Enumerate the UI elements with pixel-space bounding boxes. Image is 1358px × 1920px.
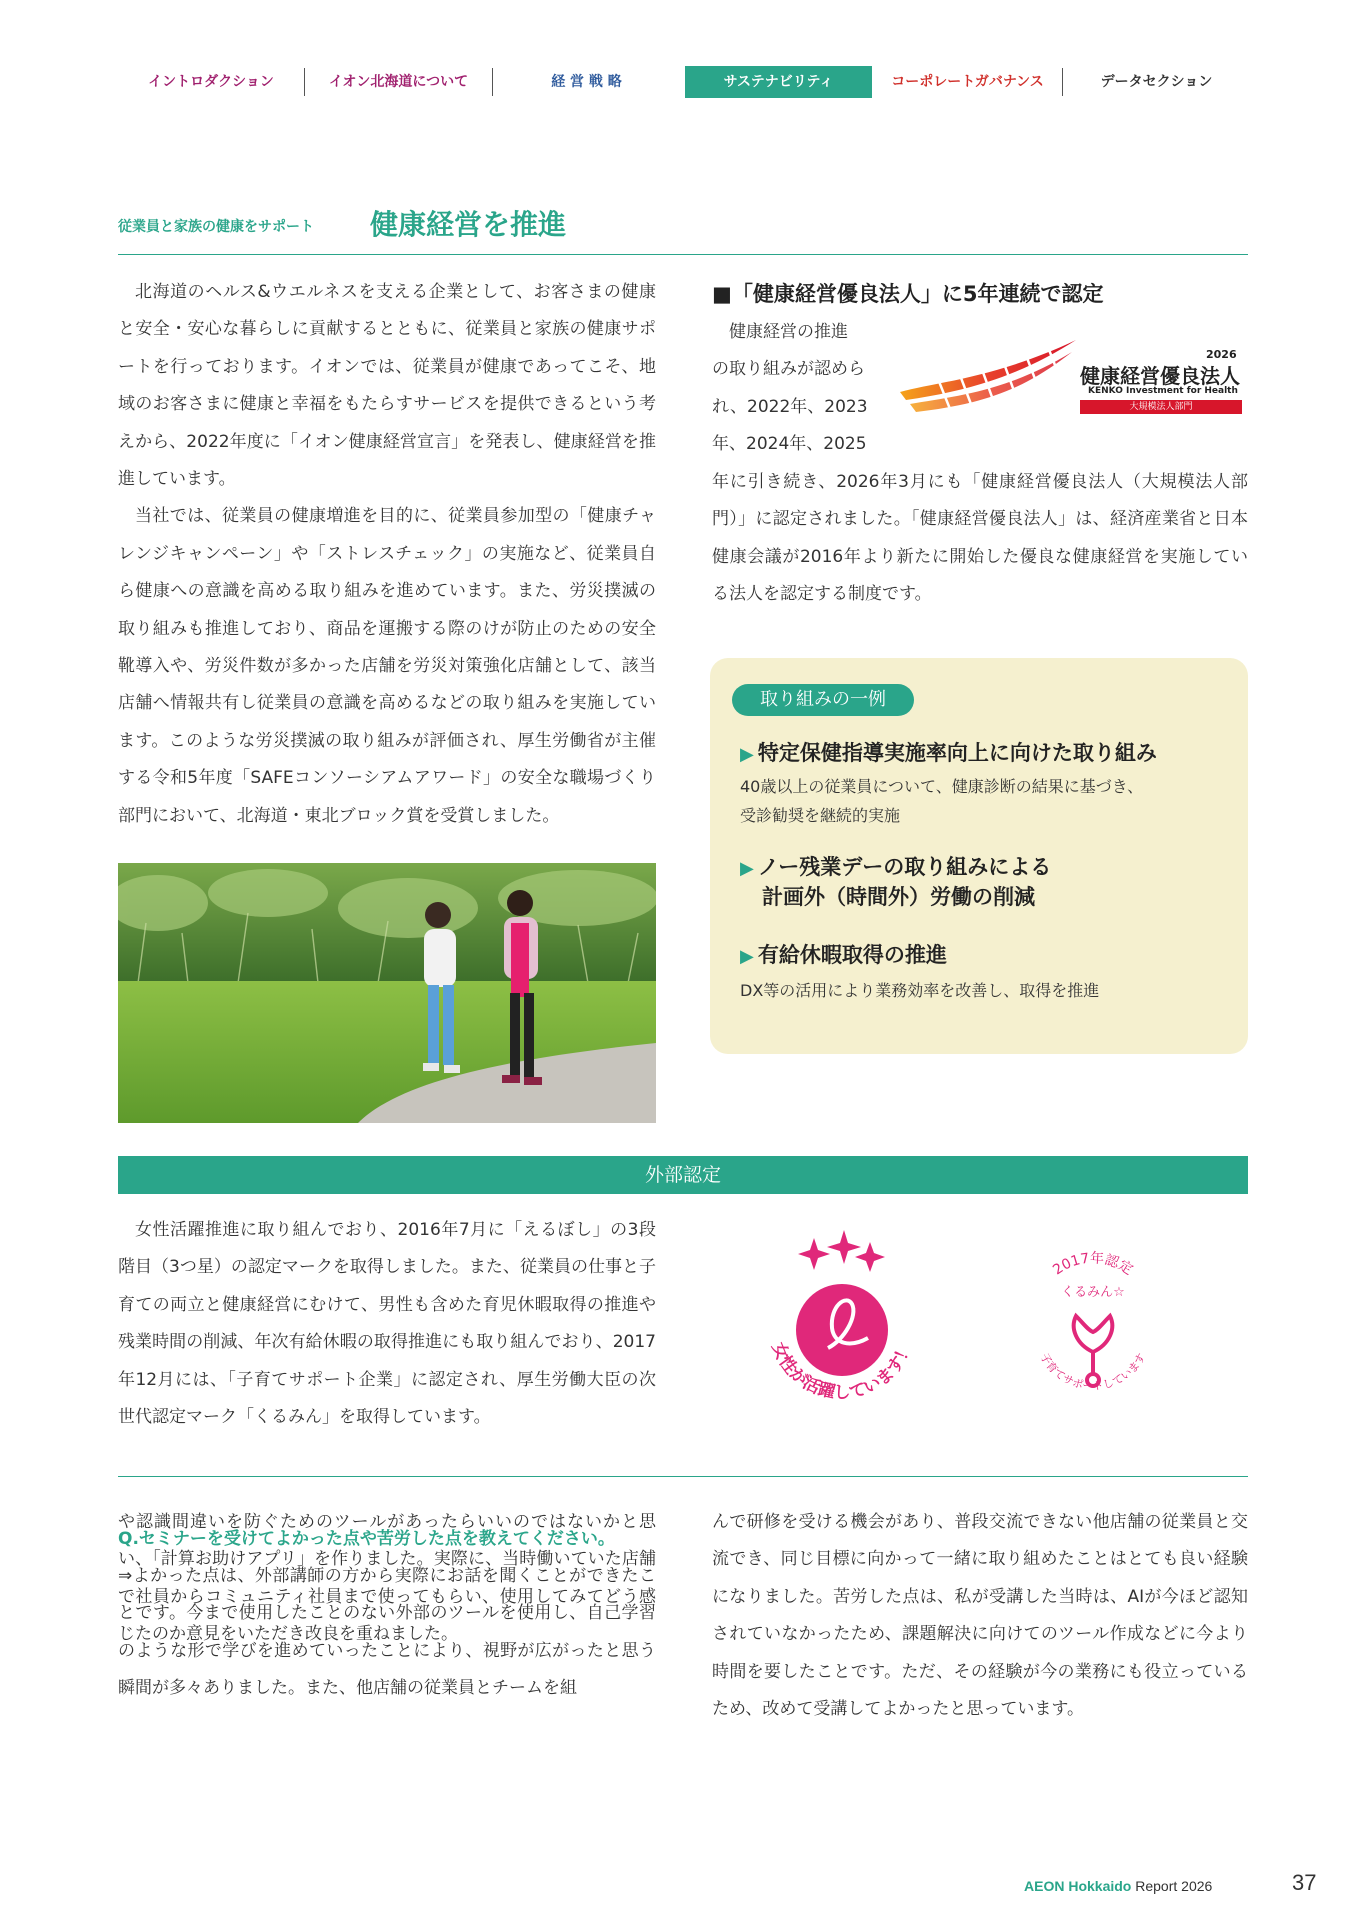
example-title-text: 有給休暇取得の推進 bbox=[757, 943, 947, 967]
kenko-logo-name: 健康経営優良法人 bbox=[1080, 364, 1240, 388]
kenko-logo-english: KENKO Investment for Health bbox=[1088, 386, 1238, 396]
triangle-right-icon: ▶ bbox=[740, 946, 754, 967]
interview-rule bbox=[118, 1476, 1248, 1477]
interview-right: んで研修を受ける機会があり、普段交流できない他店舗の従業員と交流でき、同じ目標に向かって一緒に取り組めたことはとても良い経験になりました。苦労した点は、私が受講した当時は、AIが今ほど認知されていなかったため、課題解決に向けてのツール作成などに今より時間を要したことです。ただ、その経験が今の業務にも役立っているため、改めて受講してよかったと思っています。 bbox=[712, 1512, 1248, 1720]
example-desc: DX等の活用により業務効率を改善し、取得を推進 bbox=[740, 981, 1100, 1000]
kurumin-ring-text: 子育てサポートしています bbox=[1037, 1350, 1149, 1393]
walking-photo bbox=[118, 863, 656, 1123]
nav-item-data[interactable]: データセクション bbox=[1100, 74, 1213, 90]
certification-line: 年、2024年、2025 bbox=[712, 434, 867, 455]
example-title bbox=[740, 852, 1051, 884]
example-desc: 40歳以上の従業員について、健康診断の結果に基づき、 bbox=[740, 777, 1144, 796]
example-title bbox=[740, 940, 947, 972]
example-title-text: 計画外（時間外）労働の削減 bbox=[762, 885, 1035, 909]
kenko-logo-year: 2026 bbox=[1206, 348, 1237, 361]
example-title-text: ノー残業デーの取り組みによる bbox=[757, 855, 1052, 879]
example-desc: 受診勧奨を継続的実施 bbox=[740, 806, 901, 825]
interview-left-b: ⇒よかった点は、外部講師の方から実際にお話を聞くことができたことです。今まで使用したことのない外部のツールを使用し、自己学習のような形で学びを進めていったことにより、視野が広がったと思う瞬間が多々ありました。また、他店舗の従業員とチームを組 bbox=[118, 1566, 656, 1699]
certification-line: 健康経営の推進 bbox=[729, 322, 848, 342]
section-subtitle: 従業員と家族の健康をサポート bbox=[118, 219, 314, 235]
example-title-text: 特定保健指導実施率向上に向けた取り組み bbox=[757, 741, 1157, 765]
svg-text:2017年認定 bbox=[1050, 1249, 1135, 1278]
intro-paragraph: 当社では、従業員の健康増進を目的に、従業員参加型の「健康チャレンジキャンペーン」や「ストレスチェック」の実施など、従業員自ら健康への意識を高める取り組みを進めています。また、労災撲滅の取り組みも推進しており、商品を運搬する際のけが防止のための安全靴導入や、労災件数が多かった店舗を労災対策強化店舗として、該当店舗へ情報共有し従業員の意識を高めるなどの取り組みを実施しています。このような労災撲滅の取り組みが評価され、厚生労働省が主催する令和5年度「SAFEコンソーシアムアワード」の安全な職場づくり部門において、北海道・東北ブロック賞を受賞しました。 bbox=[118, 506, 656, 826]
intro-text bbox=[118, 274, 656, 835]
footer-report: Report 2026 bbox=[1135, 1878, 1213, 1894]
kurumin-mark bbox=[1018, 1232, 1168, 1422]
nav-item-governance[interactable]: コーポレートガバナンス bbox=[891, 74, 1044, 90]
examples-box bbox=[710, 658, 1248, 1054]
certification-text-lines bbox=[712, 314, 892, 464]
nav-item-strategy[interactable]: 経 営 戦 略 bbox=[551, 74, 622, 90]
kenko-logo-category: 大規模法人部門 bbox=[1080, 400, 1242, 414]
page-number: 37 bbox=[1292, 1870, 1317, 1895]
intro-paragraph: 北海道のヘルス&ウエルネスを支える企業として、お客さまの健康と安全・安心な暮らしに貢献するとともに、従業員と家族の健康サポートを行っております。イオンでは、従業員が健康であってこそ、地域のお客さまに健康と幸福をもたらすサービスを提供できるという考えから、2022年度に「イオン健康経営宣言」を発表し、健康経営を推進しています。 bbox=[118, 282, 656, 490]
certification-text-rest: 年に引き続き、2026年3月にも「健康経営優良法人（大規模法人部門）」に認定されました。「健康経営優良法人」は、経済産業省と日本健康会議が2016年より新たに開始した優良な健康経営を実施している法人を認定する制度です。 bbox=[712, 472, 1248, 605]
walking-women-image bbox=[118, 863, 656, 1123]
eruboshi-ring-text: 女性が活躍しています！ bbox=[767, 1339, 917, 1403]
footer-brand bbox=[1024, 1878, 1212, 1894]
footer-brand-name: AEON Hokkaido bbox=[1024, 1878, 1132, 1894]
section-title: 健康経営を推進 bbox=[370, 208, 567, 241]
example-title bbox=[740, 738, 1157, 770]
triangle-right-icon: ▶ bbox=[740, 744, 754, 765]
certification-line: れ、2022年、2023 bbox=[712, 396, 868, 417]
kurumin-name-text: くるみん☆ bbox=[1061, 1285, 1125, 1300]
kurumin-icon bbox=[1018, 1232, 1168, 1422]
top-nav bbox=[118, 66, 1260, 98]
interview-question: Q.セミナーを受けてよかった点や苦労した点を教えてください。 bbox=[118, 1529, 615, 1549]
kurumin-year-text: 2017年認定 bbox=[1050, 1250, 1136, 1279]
eruboshi-icon bbox=[752, 1230, 932, 1420]
external-cert-text bbox=[118, 1212, 656, 1436]
eruboshi-mark bbox=[752, 1230, 932, 1420]
interview-left-a-text: や認識間違いを防ぐためのツールがあったらいいのではないかと思い、「計算お助けアプリ」を作りました。実際に、当時働いていた店舗で社員からコミュニティ社員まで使ってもらい、使用してみてどう感じたのか意見をいただき改良を重ねました。 bbox=[118, 1512, 656, 1645]
external-cert-paragraph: 女性活躍推進に取り組んでおり、2016年7月に「えるぼし」の3段階目（3つ星）の認定マークを取得しました。また、従業員の仕事と子育ての両立と健康経営にむけて、男性も含めた育児休暇取得の推進や残業時間の削減、年次有給休暇の取得推進にも取り組んでおり、2017年12月には、「子育てサポート企業」に認定され、厚生労働大臣の次世代認定マーク「くるみん」を取得しています。 bbox=[118, 1220, 656, 1428]
nav-item-about[interactable]: イオン北海道について bbox=[328, 74, 469, 90]
triangle-right-icon: ▶ bbox=[740, 858, 754, 879]
section-rule bbox=[118, 254, 1248, 255]
certification-line: の取り組みが認めら bbox=[712, 359, 865, 380]
nav-item-introduction[interactable]: イントロダクション bbox=[148, 74, 274, 90]
certification-heading: ■「健康経営優良法人」に5年連続で認定 bbox=[712, 282, 1104, 306]
nav-item-sustainability[interactable]: サステナビリティ bbox=[685, 66, 872, 98]
examples-pill: 取り組みの一例 bbox=[732, 684, 914, 716]
kenko-keiei-logo bbox=[896, 334, 1242, 422]
external-cert-band: 外部認定 bbox=[118, 1156, 1248, 1194]
